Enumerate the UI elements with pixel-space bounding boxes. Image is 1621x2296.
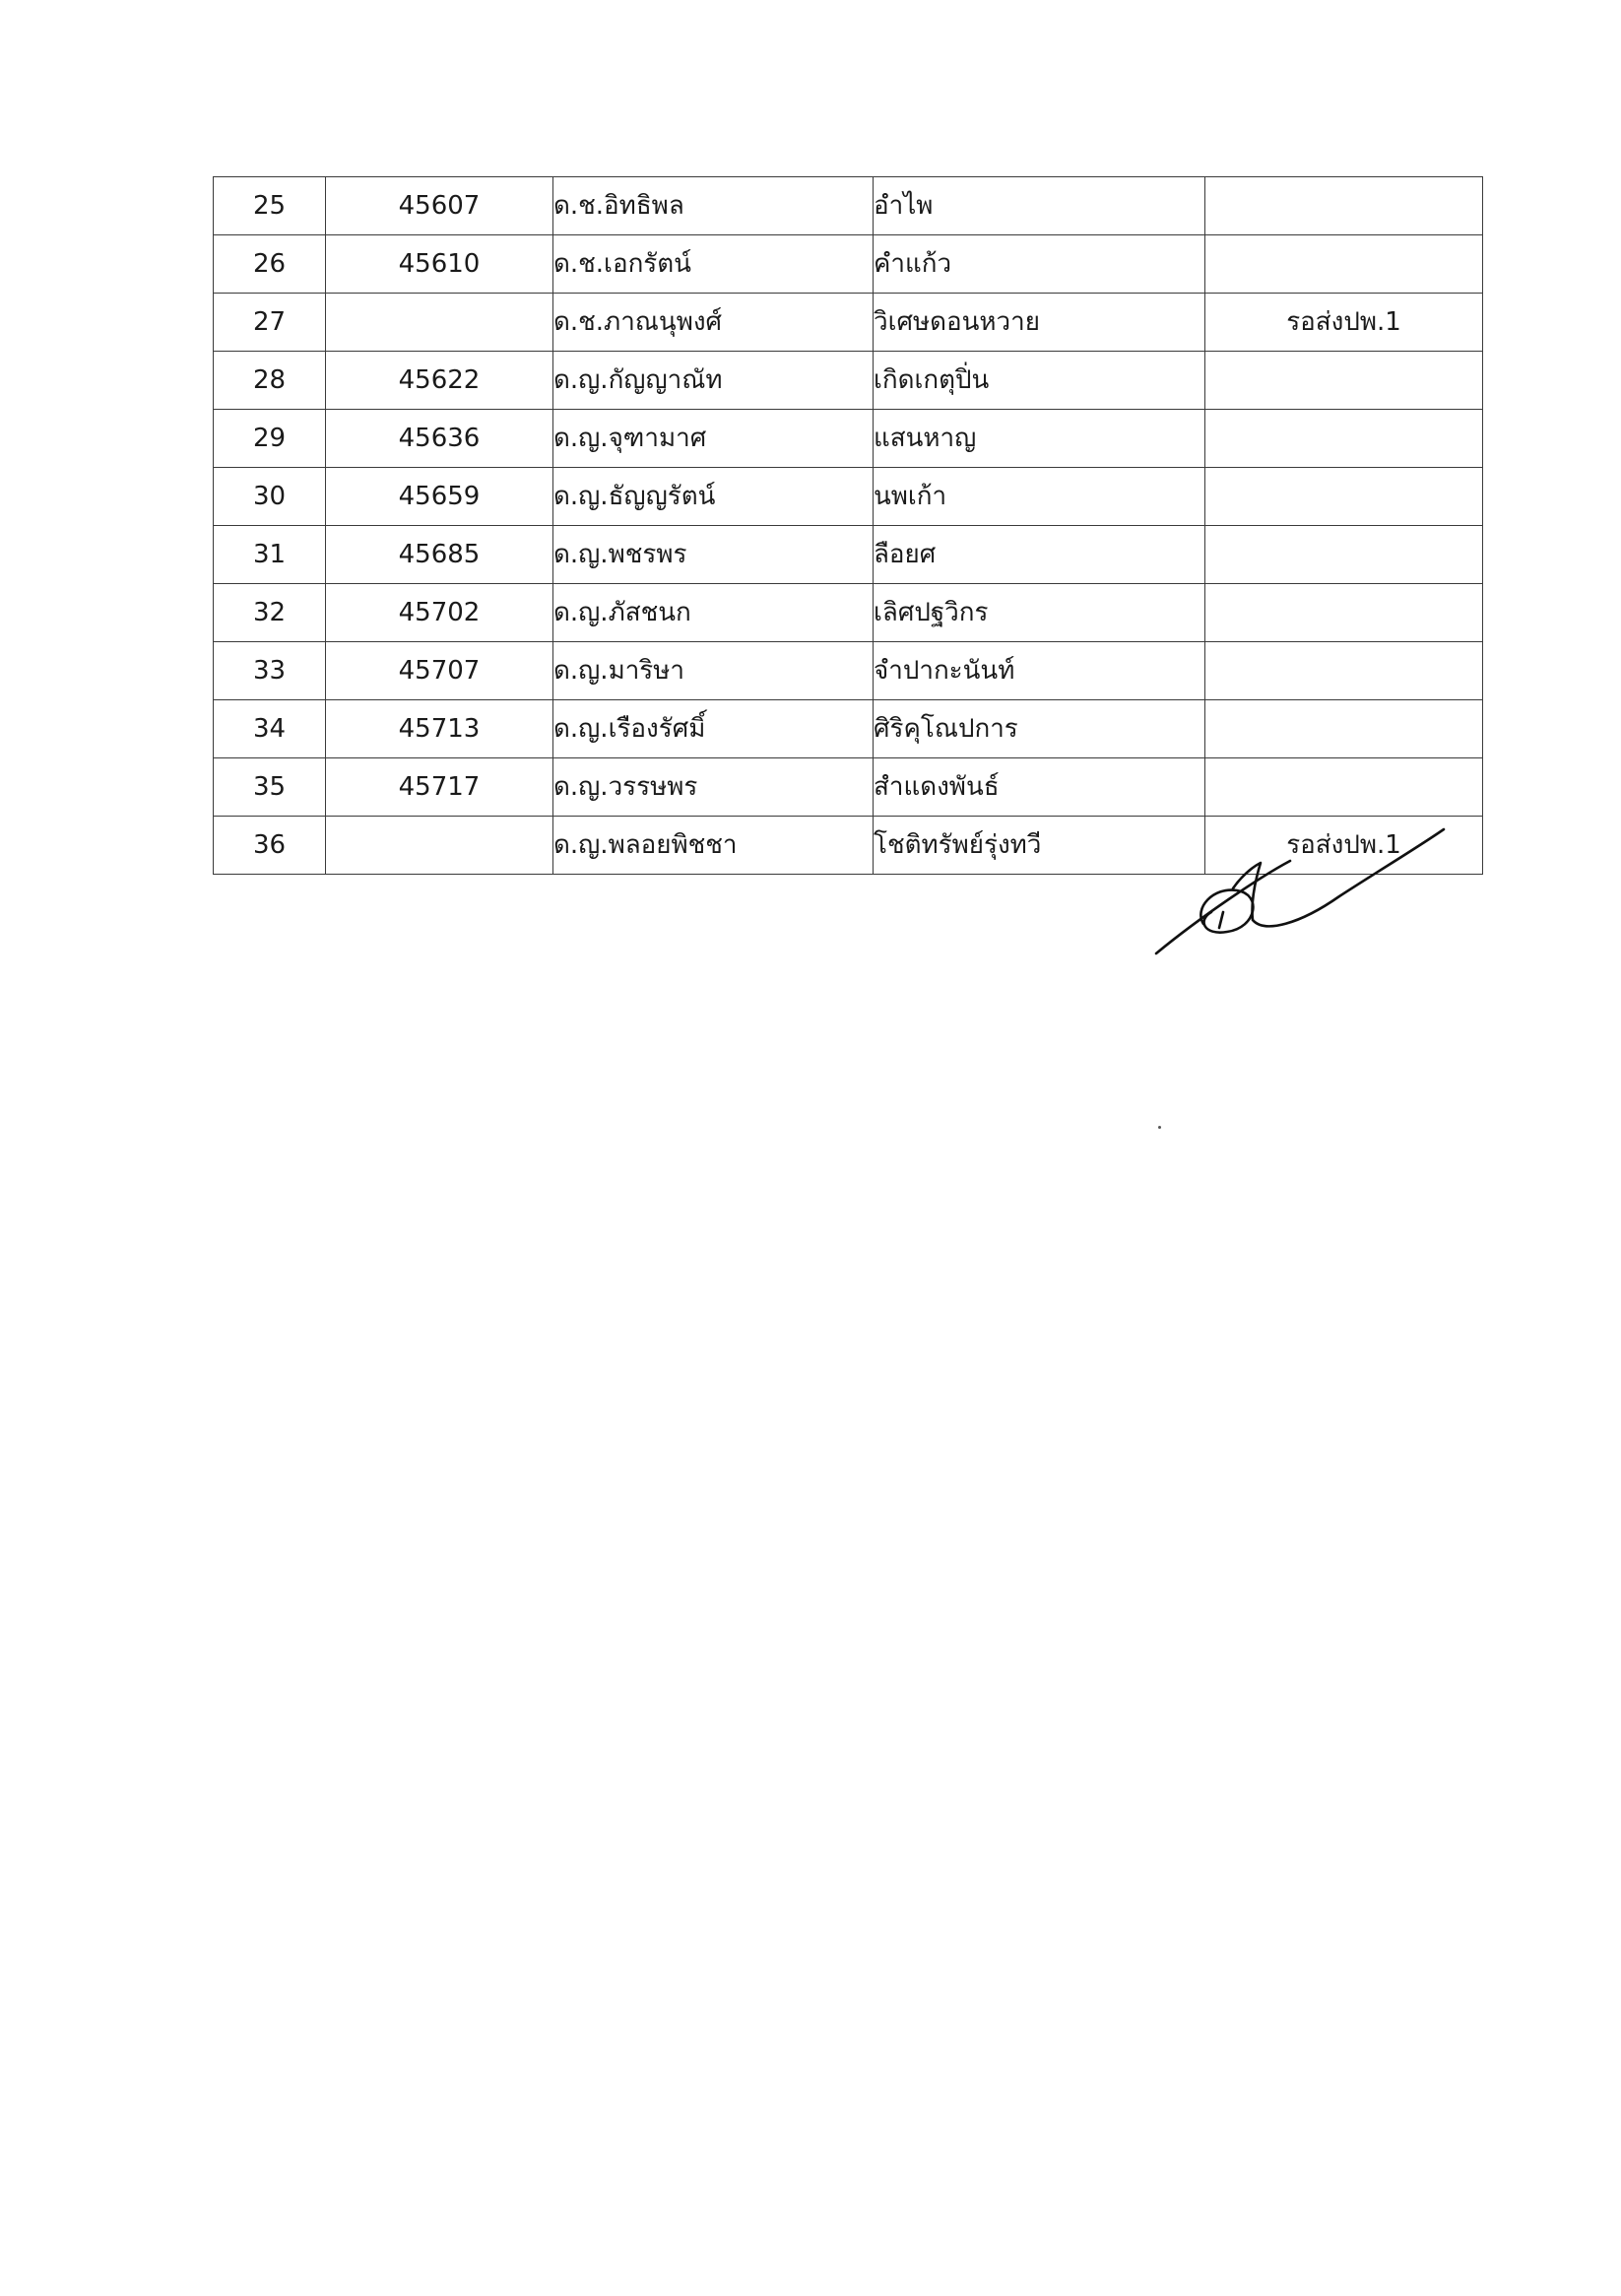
first-name-cell: ด.ญ.กัญญาณัท xyxy=(553,352,874,410)
note-cell xyxy=(1205,700,1483,758)
note-cell xyxy=(1205,235,1483,294)
last-name-cell: วิเศษดอนหวาย xyxy=(874,294,1205,352)
student-id-cell: 45702 xyxy=(326,584,553,642)
first-name-cell: ด.ช.ภาณนุพงศ์ xyxy=(553,294,874,352)
row-number-cell: 34 xyxy=(214,700,326,758)
last-name-cell: เกิดเกตุปิ่น xyxy=(874,352,1205,410)
last-name-cell: คำแก้ว xyxy=(874,235,1205,294)
handwritten-signature-icon xyxy=(1142,818,1448,965)
table-row xyxy=(214,758,1483,817)
first-name-cell: ด.ช.อิทธิพล xyxy=(553,177,874,235)
table-row xyxy=(214,468,1483,526)
row-number-cell: 29 xyxy=(214,410,326,468)
note-cell xyxy=(1205,352,1483,410)
first-name-cell: ด.ญ.ภัสชนก xyxy=(553,584,874,642)
row-number-cell: 35 xyxy=(214,758,326,817)
table-row xyxy=(214,235,1483,294)
row-number-cell: 30 xyxy=(214,468,326,526)
student-id-cell xyxy=(326,817,553,875)
last-name-cell: จำปากะนันท์ xyxy=(874,642,1205,700)
row-number-cell: 25 xyxy=(214,177,326,235)
last-name-cell: ลือยศ xyxy=(874,526,1205,584)
row-number-cell: 36 xyxy=(214,817,326,875)
note-cell xyxy=(1205,526,1483,584)
student-id-cell: 45707 xyxy=(326,642,553,700)
student-id-cell: 45607 xyxy=(326,177,553,235)
row-number-cell: 27 xyxy=(214,294,326,352)
row-number-cell: 32 xyxy=(214,584,326,642)
note-cell xyxy=(1205,758,1483,817)
roster-body xyxy=(214,177,1483,875)
first-name-cell: ด.ญ.พชรพร xyxy=(553,526,874,584)
note-cell: รอส่งปพ.1 xyxy=(1205,294,1483,352)
first-name-cell: ด.ช.เอกรัตน์ xyxy=(553,235,874,294)
first-name-cell: ด.ญ.จุฑามาศ xyxy=(553,410,874,468)
table-row xyxy=(214,700,1483,758)
first-name-cell: ด.ญ.ธัญญรัตน์ xyxy=(553,468,874,526)
student-id-cell: 45717 xyxy=(326,758,553,817)
table-row xyxy=(214,410,1483,468)
first-name-cell: ด.ญ.พลอยพิชชา xyxy=(553,817,874,875)
row-number-cell: 31 xyxy=(214,526,326,584)
student-id-cell xyxy=(326,294,553,352)
last-name-cell: นพเก้า xyxy=(874,468,1205,526)
student-id-cell: 45610 xyxy=(326,235,553,294)
table-row xyxy=(214,352,1483,410)
first-name-cell: ด.ญ.เรืองรัศมิ์ xyxy=(553,700,874,758)
note-cell xyxy=(1205,410,1483,468)
scan-speck xyxy=(1158,1126,1161,1129)
table-row xyxy=(214,294,1483,352)
student-id-cell: 45636 xyxy=(326,410,553,468)
row-number-cell: 33 xyxy=(214,642,326,700)
last-name-cell: เลิศปฐวิกร xyxy=(874,584,1205,642)
last-name-cell: โชติทรัพย์รุ่งทวี xyxy=(874,817,1205,875)
student-id-cell: 45713 xyxy=(326,700,553,758)
note-cell xyxy=(1205,584,1483,642)
table-row xyxy=(214,526,1483,584)
note-cell xyxy=(1205,642,1483,700)
first-name-cell: ด.ญ.วรรษพร xyxy=(553,758,874,817)
student-roster-table xyxy=(213,176,1483,875)
note-cell xyxy=(1205,177,1483,235)
student-id-cell: 45659 xyxy=(326,468,553,526)
first-name-cell: ด.ญ.มาริษา xyxy=(553,642,874,700)
table-row xyxy=(214,177,1483,235)
last-name-cell: แสนหาญ xyxy=(874,410,1205,468)
student-id-cell: 45685 xyxy=(326,526,553,584)
row-number-cell: 26 xyxy=(214,235,326,294)
student-id-cell: 45622 xyxy=(326,352,553,410)
table-row xyxy=(214,642,1483,700)
last-name-cell: อำไพ xyxy=(874,177,1205,235)
last-name-cell: ศิริคุโณปการ xyxy=(874,700,1205,758)
note-cell: รอส่งปพ.1 xyxy=(1205,817,1483,875)
note-cell xyxy=(1205,468,1483,526)
row-number-cell: 28 xyxy=(214,352,326,410)
last-name-cell: สำแดงพันธ์ xyxy=(874,758,1205,817)
table-row xyxy=(214,584,1483,642)
